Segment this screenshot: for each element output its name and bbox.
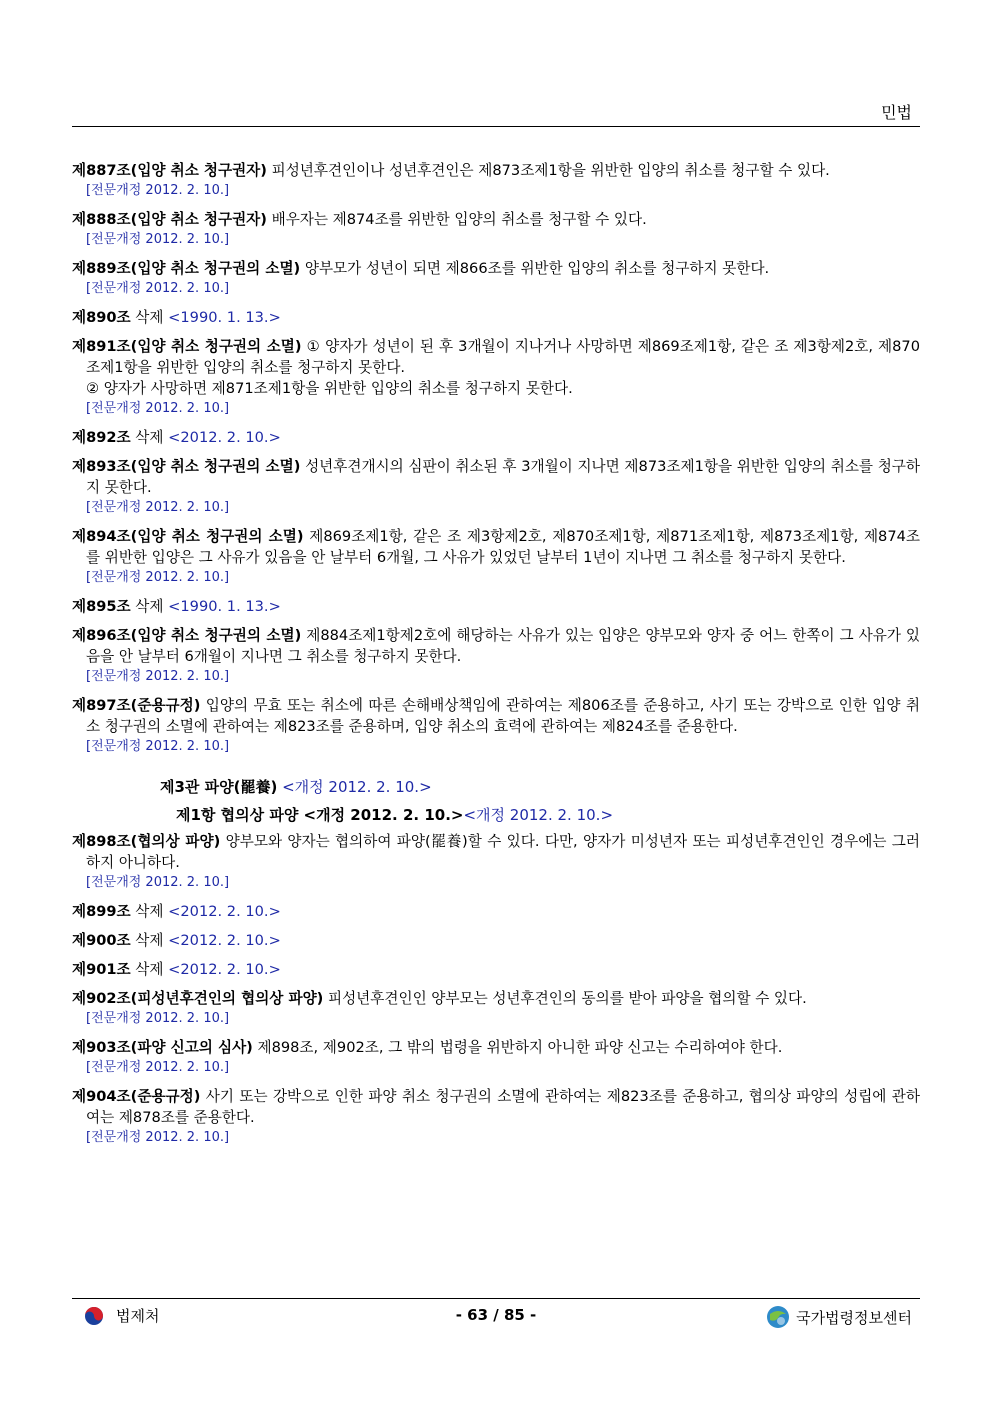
article-body: 삭제	[130, 961, 169, 978]
article-heading: 제900조	[72, 932, 131, 949]
footer-right	[766, 1305, 912, 1329]
amendment-note: [전문개정 2012. 2. 10.]	[86, 183, 230, 198]
amendment-note: [전문개정 2012. 2. 10.]	[86, 232, 230, 247]
deletion-date: <1990. 1. 13.>	[168, 598, 281, 615]
document-body	[72, 160, 920, 1156]
article	[72, 258, 920, 299]
article-body: 제884조제1항제2호에 해당하는 사유가 있는 입양은 양부모와 양자 중 어느 한쪽이 그 사유가 있음을 안 날부터 6개월이 지나면 그 취소를 청구하지 못한다.	[86, 627, 921, 665]
article-body: 피성년후견인인 양부모는 성년후견인의 동의를 받아 파양을 협의할 수 있다.	[323, 990, 807, 1007]
page-footer	[72, 1304, 920, 1330]
article-heading: 제891조(입양 취소 청구권의 소멸)	[72, 338, 302, 355]
section-amend-note: <개정 2012. 2. 10.>	[463, 806, 614, 824]
article-heading: 제887조(입양 취소 청구권자)	[72, 162, 267, 179]
deletion-date: <2012. 2. 10.>	[168, 903, 281, 920]
section-heading	[72, 803, 920, 827]
article-heading: 제903조(파양 신고의 심사)	[72, 1039, 253, 1056]
header-rule	[72, 126, 920, 127]
article-body: 삭제	[130, 903, 169, 920]
amendment-note: [전문개정 2012. 2. 10.]	[86, 1130, 230, 1145]
deletion-date: <1990. 1. 13.>	[168, 309, 281, 326]
article	[72, 1086, 920, 1148]
article	[72, 526, 920, 588]
article-body: ① 양자가 성년이 된 후 3개월이 지나거나 사망하면 제869조제1항, 같은 조 제3항제2호, 제870조제1항을 위반한 입양의 취소를 청구하지 못한다.	[86, 338, 921, 376]
article-heading: 제892조	[72, 429, 131, 446]
article-heading: 제898조(협의상 파양)	[72, 833, 221, 850]
deletion-date: <2012. 2. 10.>	[168, 429, 281, 446]
deletion-date: <2012. 2. 10.>	[168, 961, 281, 978]
footer-rule	[72, 1298, 920, 1299]
article-body: 양부모가 성년이 되면 제866조를 위반한 입양의 취소를 청구하지 못한다.	[300, 260, 770, 277]
article	[72, 1037, 920, 1078]
article-heading: 제896조(입양 취소 청구권의 소멸)	[72, 627, 302, 644]
article	[72, 160, 920, 201]
page-number: - 63 / 85 -	[455, 1306, 537, 1324]
footer-center-name: 국가법령정보센터	[796, 1308, 912, 1327]
article	[72, 988, 920, 1029]
amendment-note: [전문개정 2012. 2. 10.]	[86, 739, 230, 754]
article	[72, 959, 920, 980]
article-heading: 제890조	[72, 309, 131, 326]
amendment-note: [전문개정 2012. 2. 10.]	[86, 1011, 230, 1026]
amendment-note: [전문개정 2012. 2. 10.]	[86, 281, 230, 296]
article-heading: 제899조	[72, 903, 131, 920]
article-paragraph: ② 양자가 사망하면 제871조제1항을 위반한 입양의 취소를 청구하지 못한다.	[86, 380, 573, 397]
amendment-note: [전문개정 2012. 2. 10.]	[86, 875, 230, 890]
article-body: 삭제	[130, 932, 169, 949]
article-heading: 제902조(피성년후견인의 협의상 파양)	[72, 990, 324, 1007]
article-body: 사기 또는 강박으로 인한 파양 취소 청구권의 소멸에 관하여는 제823조를 준용하고, 협의상 파양의 성립에 관하여는 제878조를 준용한다.	[86, 1088, 920, 1126]
article-body: 제898조, 제902조, 그 밖의 법령을 위반하지 아니한 파양 신고는 수리하여야 한다.	[252, 1039, 783, 1056]
article	[72, 456, 920, 518]
amendment-note: [전문개정 2012. 2. 10.]	[86, 1060, 230, 1075]
chapter-title: 제3관 파양(罷養)	[160, 778, 278, 796]
amendment-note: [전문개정 2012. 2. 10.]	[86, 401, 230, 416]
globe-logo-icon	[766, 1305, 790, 1329]
article	[72, 336, 920, 419]
article-heading: 제901조	[72, 961, 131, 978]
article-body: 양부모와 양자는 협의하여 파양(罷養)할 수 있다. 다만, 양자가 미성년자 또는 피성년후견인인 경우에는 그러하지 아니하다.	[86, 833, 920, 871]
amendment-note: [전문개정 2012. 2. 10.]	[86, 500, 230, 515]
article	[72, 695, 920, 757]
deletion-date: <2012. 2. 10.>	[168, 932, 281, 949]
chapter-amend-note: <개정 2012. 2. 10.>	[277, 778, 432, 796]
section-title: 제1항 협의상 파양 <개정 2012. 2. 10.>	[176, 806, 464, 824]
article-body: 제869조제1항, 같은 조 제3항제2호, 제870조제1항, 제871조제1항, 제873조제1항, 제874조를 위반한 입양은 그 사유가 있음을 안 날부터 6개월, 그 사유가 있었던 날부터 1년이 지나면 그 취소를 청구하지 못한다.	[86, 528, 921, 566]
footer-agency: 법제처	[116, 1307, 160, 1325]
article-body: 입양의 무효 또는 취소에 따른 손해배상책임에 관하여는 제806조를 준용하고, 사기 또는 강박으로 인한 입양 취소 청구권의 소멸에 관하여는 제823조를 준용하며, 입양 취소의 효력에 관하여는 제824조를 준용한다.	[86, 697, 920, 735]
article	[72, 427, 920, 448]
article	[72, 831, 920, 893]
article-heading: 제897조(준용규정)	[72, 697, 201, 714]
article	[72, 596, 920, 617]
article-body: 삭제	[130, 429, 169, 446]
amendment-note: [전문개정 2012. 2. 10.]	[86, 669, 230, 684]
article-heading: 제889조(입양 취소 청구권의 소멸)	[72, 260, 301, 277]
header-title: 민법	[881, 103, 912, 122]
article-body: 삭제	[130, 598, 169, 615]
article	[72, 901, 920, 922]
article-heading: 제888조(입양 취소 청구권자)	[72, 211, 267, 228]
article	[72, 209, 920, 250]
article-heading: 제893조(입양 취소 청구권의 소멸)	[72, 458, 301, 475]
article-heading: 제895조	[72, 598, 131, 615]
article	[72, 307, 920, 328]
article-heading: 제904조(준용규정)	[72, 1088, 201, 1105]
chapter-heading	[72, 775, 920, 799]
article-body: 성년후견개시의 심판이 취소된 후 3개월이 지나면 제873조제1항을 위반한 입양의 취소를 청구하지 못한다.	[86, 458, 920, 496]
article	[72, 625, 920, 687]
article-body: 배우자는 제874조를 위반한 입양의 취소를 청구할 수 있다.	[266, 211, 647, 228]
article-heading: 제894조(입양 취소 청구권의 소멸)	[72, 528, 304, 545]
article-body: 피성년후견인이나 성년후견인은 제873조제1항을 위반한 입양의 취소를 청구할 수 있다.	[266, 162, 830, 179]
amendment-note: [전문개정 2012. 2. 10.]	[86, 570, 230, 585]
article-body: 삭제	[130, 309, 169, 326]
article	[72, 930, 920, 951]
